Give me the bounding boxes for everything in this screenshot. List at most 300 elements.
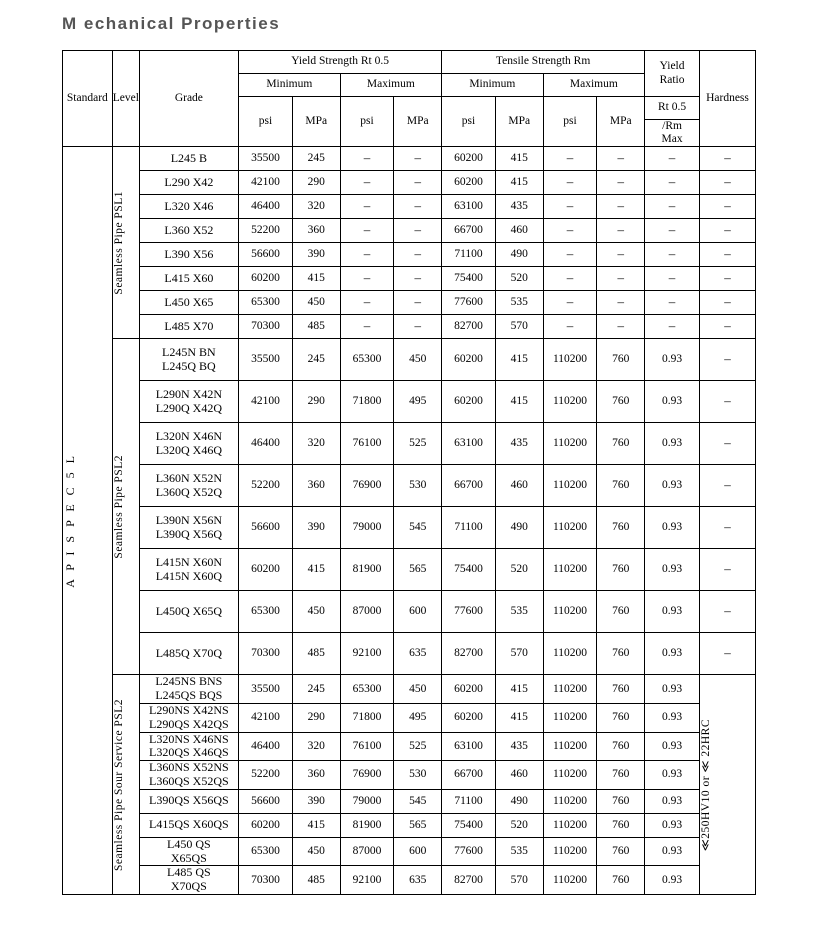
cell-ys-min-mpa: 360 xyxy=(292,219,340,243)
cell-yield-ratio: 0.93 xyxy=(645,465,700,507)
header-yield-strength: Yield Strength Rt 0.5 xyxy=(239,51,442,74)
cell-yield-ratio: 0.93 xyxy=(645,704,700,733)
cell-ys-min-psi: 70300 xyxy=(239,633,293,675)
cell-ts-max-mpa: – xyxy=(597,267,645,291)
standard-cell xyxy=(63,147,113,895)
cell-ts-min-mpa: 570 xyxy=(495,866,543,895)
cell-ts-max-psi: – xyxy=(543,219,597,243)
grade-cell xyxy=(139,339,238,381)
cell-yield-ratio: 0.93 xyxy=(645,633,700,675)
cell-ts-max-psi: 110200 xyxy=(543,465,597,507)
cell-ts-max-mpa: 760 xyxy=(597,761,645,790)
cell-ys-min-mpa: 390 xyxy=(292,243,340,267)
cell-ts-min-mpa: 570 xyxy=(495,633,543,675)
cell-yield-ratio: – xyxy=(645,291,700,315)
grade-line-2: L390Q X56Q xyxy=(155,526,223,541)
cell-ts-min-psi: 63100 xyxy=(442,423,496,465)
cell-yield-ratio: 0.93 xyxy=(645,507,700,549)
header-row-1 xyxy=(63,51,756,74)
grade-line-1: L290NS X42NS xyxy=(149,703,229,718)
grade-line-2: L290QS X42QS xyxy=(149,716,229,731)
hardness-cell: – xyxy=(699,549,755,591)
cell-ts-max-mpa: 760 xyxy=(597,381,645,423)
cell-ts-max-psi: – xyxy=(543,291,597,315)
cell-ys-max-psi: 87000 xyxy=(340,837,394,866)
cell-ys-min-mpa: 485 xyxy=(292,633,340,675)
hardness-cell: – xyxy=(699,381,755,423)
cell-ys-max-mpa: – xyxy=(394,315,442,339)
grade-cell xyxy=(139,423,238,465)
cell-ys-min-psi: 70300 xyxy=(239,315,293,339)
grade-cell xyxy=(139,549,238,591)
cell-ys-min-mpa: 320 xyxy=(292,195,340,219)
cell-ys-max-psi: 81900 xyxy=(340,813,394,837)
cell-ts-min-psi: 77600 xyxy=(442,291,496,315)
grade-line-1: L485Q X70Q xyxy=(155,646,223,661)
cell-ts-max-mpa: 760 xyxy=(597,866,645,895)
cell-yield-ratio: – xyxy=(645,315,700,339)
table-row xyxy=(63,813,756,837)
cell-ys-max-psi: – xyxy=(340,147,394,171)
grade-cell: L360 X52 xyxy=(139,219,238,243)
cell-ys-max-psi: 65300 xyxy=(340,339,394,381)
cell-ys-max-psi: – xyxy=(340,171,394,195)
table-row xyxy=(63,761,756,790)
cell-yield-ratio: 0.93 xyxy=(645,381,700,423)
cell-ts-min-psi: 66700 xyxy=(442,761,496,790)
table-row xyxy=(63,315,756,339)
grade-cell xyxy=(139,732,238,761)
cell-ts-max-psi: 110200 xyxy=(543,813,597,837)
cell-ys-min-mpa: 290 xyxy=(292,704,340,733)
cell-ys-min-psi: 42100 xyxy=(239,381,293,423)
header-level: Level xyxy=(112,51,139,147)
cell-ys-min-psi: 46400 xyxy=(239,732,293,761)
cell-ys-max-mpa: – xyxy=(394,171,442,195)
grade-cell xyxy=(139,813,238,837)
cell-ys-min-mpa: 450 xyxy=(292,837,340,866)
level-cell xyxy=(112,147,139,339)
cell-yield-ratio: – xyxy=(645,147,700,171)
grade-cell xyxy=(139,675,238,704)
grade-cell xyxy=(139,507,238,549)
cell-ys-min-mpa: 415 xyxy=(292,267,340,291)
standard-label: A P I S P E C 5 L xyxy=(63,453,77,589)
grade-cell: L390 X56 xyxy=(139,243,238,267)
cell-yield-ratio: 0.93 xyxy=(645,837,700,866)
cell-ts-min-psi: 71100 xyxy=(442,789,496,813)
cell-ts-max-psi: – xyxy=(543,195,597,219)
cell-ts-min-mpa: 415 xyxy=(495,171,543,195)
cell-ys-min-psi: 56600 xyxy=(239,243,293,267)
cell-ts-max-psi: – xyxy=(543,171,597,195)
cell-ts-min-psi: 63100 xyxy=(442,732,496,761)
table-row xyxy=(63,243,756,267)
grade-line-1: L245N BN xyxy=(162,345,216,360)
hardness-cell: – xyxy=(699,267,755,291)
header-yield-ratio xyxy=(645,51,700,97)
cell-ys-max-psi: 79000 xyxy=(340,789,394,813)
cell-ys-max-psi: 76100 xyxy=(340,732,394,761)
header-ts-max-psi: psi xyxy=(543,97,597,147)
cell-yield-ratio: 0.93 xyxy=(645,866,700,895)
header-ts-min-psi: psi xyxy=(442,97,496,147)
table-row xyxy=(63,423,756,465)
grade-cell xyxy=(139,761,238,790)
grade-line-2: X70QS xyxy=(170,879,207,894)
cell-ys-max-mpa: – xyxy=(394,147,442,171)
level-cell xyxy=(112,339,139,675)
cell-ys-min-mpa: 245 xyxy=(292,339,340,381)
cell-ys-max-mpa: 600 xyxy=(394,837,442,866)
cell-ys-min-psi: 42100 xyxy=(239,171,293,195)
grade-line-1: L320N X46N xyxy=(155,429,223,444)
cell-ys-max-mpa: 545 xyxy=(394,507,442,549)
cell-ys-min-psi: 56600 xyxy=(239,507,293,549)
yield-ratio-line-1: Yield xyxy=(659,60,685,73)
yield-ratio-line-5: Max xyxy=(661,133,683,146)
cell-yield-ratio: 0.93 xyxy=(645,732,700,761)
cell-ts-max-mpa: 760 xyxy=(597,704,645,733)
cell-ts-max-mpa: 760 xyxy=(597,549,645,591)
cell-ys-max-mpa: 635 xyxy=(394,866,442,895)
cell-ys-max-mpa: 545 xyxy=(394,789,442,813)
cell-ts-max-mpa: – xyxy=(597,315,645,339)
grade-line-2: L360QS X52QS xyxy=(149,774,229,789)
cell-ys-max-mpa: 495 xyxy=(394,381,442,423)
cell-ys-min-psi: 35500 xyxy=(239,147,293,171)
cell-ys-max-psi: – xyxy=(340,291,394,315)
cell-ts-max-psi: 110200 xyxy=(543,591,597,633)
table-row xyxy=(63,675,756,704)
cell-ts-min-psi: 60200 xyxy=(442,675,496,704)
cell-ys-max-psi: – xyxy=(340,315,394,339)
cell-ts-max-psi: 110200 xyxy=(543,633,597,675)
cell-ts-min-psi: 77600 xyxy=(442,837,496,866)
cell-yield-ratio: 0.93 xyxy=(645,675,700,704)
header-ys-max-psi: psi xyxy=(340,97,394,147)
cell-ts-min-psi: 82700 xyxy=(442,866,496,895)
grade-cell: L450 X65 xyxy=(139,291,238,315)
cell-ys-max-mpa: – xyxy=(394,291,442,315)
cell-yield-ratio: – xyxy=(645,171,700,195)
cell-ys-max-mpa: – xyxy=(394,267,442,291)
grade-line-1: L415QS X60QS xyxy=(149,817,229,832)
cell-ts-max-mpa: – xyxy=(597,195,645,219)
cell-yield-ratio: – xyxy=(645,219,700,243)
header-hardness: Hardness xyxy=(699,51,755,147)
level-label: Seamless Pipe PSL1 xyxy=(112,191,125,295)
cell-ys-min-mpa: 360 xyxy=(292,465,340,507)
cell-ys-max-psi: – xyxy=(340,243,394,267)
cell-ys-max-psi: 76900 xyxy=(340,761,394,790)
cell-ts-max-psi: – xyxy=(543,243,597,267)
grade-cell: L485 X70 xyxy=(139,315,238,339)
hardness-cell: – xyxy=(699,195,755,219)
cell-ts-max-psi: 110200 xyxy=(543,549,597,591)
grade-line-2: L360Q X52Q xyxy=(155,484,223,499)
cell-ys-min-mpa: 320 xyxy=(292,732,340,761)
cell-ys-max-mpa: 600 xyxy=(394,591,442,633)
grade-cell: L415 X60 xyxy=(139,267,238,291)
cell-ys-max-psi: 87000 xyxy=(340,591,394,633)
cell-ys-min-psi: 56600 xyxy=(239,789,293,813)
cell-ys-max-mpa: 635 xyxy=(394,633,442,675)
grade-line-2: L320Q X46Q xyxy=(155,442,223,457)
cell-ys-min-mpa: 390 xyxy=(292,507,340,549)
cell-ts-min-mpa: 415 xyxy=(495,339,543,381)
cell-ys-min-mpa: 245 xyxy=(292,675,340,704)
table-row xyxy=(63,732,756,761)
cell-ys-max-psi: 76100 xyxy=(340,423,394,465)
cell-ts-min-psi: 60200 xyxy=(442,339,496,381)
cell-ys-max-mpa: – xyxy=(394,219,442,243)
cell-ys-min-mpa: 485 xyxy=(292,866,340,895)
grade-cell xyxy=(139,704,238,733)
cell-ts-min-psi: 71100 xyxy=(442,243,496,267)
grade-cell xyxy=(139,866,238,895)
level-label: Seamless Pipe Sour Service PSL2 xyxy=(112,698,125,871)
cell-yield-ratio: 0.93 xyxy=(645,423,700,465)
cell-ys-min-psi: 65300 xyxy=(239,291,293,315)
cell-ys-max-psi: 81900 xyxy=(340,549,394,591)
cell-ts-min-mpa: 490 xyxy=(495,507,543,549)
header-yield-ratio-rm-max xyxy=(645,120,700,147)
table-body xyxy=(63,147,756,895)
cell-ys-min-mpa: 415 xyxy=(292,813,340,837)
cell-ys-max-psi: 71800 xyxy=(340,381,394,423)
hardness-cell: – xyxy=(699,315,755,339)
header-ys-minimum: Minimum xyxy=(239,74,341,97)
cell-ts-max-psi: 110200 xyxy=(543,704,597,733)
cell-ts-min-psi: 60200 xyxy=(442,147,496,171)
cell-ts-min-mpa: 520 xyxy=(495,267,543,291)
grade-line-1: L450Q X65Q xyxy=(155,604,223,619)
cell-ts-max-psi: 110200 xyxy=(543,381,597,423)
cell-ts-min-psi: 77600 xyxy=(442,591,496,633)
cell-ts-min-mpa: 535 xyxy=(495,591,543,633)
cell-ys-max-mpa: 530 xyxy=(394,465,442,507)
cell-ys-max-mpa: 525 xyxy=(394,423,442,465)
grade-cell xyxy=(139,633,238,675)
cell-ts-min-psi: 60200 xyxy=(442,381,496,423)
hardness-cell: – xyxy=(699,633,755,675)
grade-line-1: L290N X42N xyxy=(155,387,223,402)
cell-ys-min-mpa: 290 xyxy=(292,381,340,423)
cell-ys-min-mpa: 450 xyxy=(292,591,340,633)
cell-ys-min-psi: 52200 xyxy=(239,219,293,243)
cell-ys-max-psi: 76900 xyxy=(340,465,394,507)
cell-ts-max-mpa: 760 xyxy=(597,423,645,465)
grade-cell xyxy=(139,591,238,633)
cell-ys-min-psi: 42100 xyxy=(239,704,293,733)
header-tensile-strength: Tensile Strength Rm xyxy=(442,51,645,74)
cell-ys-min-psi: 35500 xyxy=(239,675,293,704)
cell-ts-max-mpa: – xyxy=(597,219,645,243)
cell-ts-min-mpa: 415 xyxy=(495,704,543,733)
cell-ts-min-psi: 60200 xyxy=(442,704,496,733)
table-row xyxy=(63,171,756,195)
cell-ys-min-psi: 52200 xyxy=(239,465,293,507)
cell-ts-max-mpa: 760 xyxy=(597,339,645,381)
cell-ys-min-psi: 60200 xyxy=(239,813,293,837)
cell-ts-max-mpa: 760 xyxy=(597,732,645,761)
cell-ys-max-psi: 92100 xyxy=(340,866,394,895)
cell-ts-max-psi: 110200 xyxy=(543,789,597,813)
table-row xyxy=(63,267,756,291)
table-row xyxy=(63,339,756,381)
level-label: Seamless Pipe PSL2 xyxy=(112,455,125,559)
cell-ts-min-psi: 63100 xyxy=(442,195,496,219)
grade-cell: L290 X42 xyxy=(139,171,238,195)
grade-line-1: L415N X60N xyxy=(155,555,223,570)
cell-ts-min-psi: 82700 xyxy=(442,315,496,339)
cell-ts-min-mpa: 435 xyxy=(495,423,543,465)
header-ys-maximum: Maximum xyxy=(340,74,442,97)
hardness-cell: – xyxy=(699,291,755,315)
cell-ts-max-mpa: 760 xyxy=(597,789,645,813)
grade-line-2: L290Q X42Q xyxy=(155,400,223,415)
cell-ts-min-mpa: 570 xyxy=(495,315,543,339)
cell-ys-min-psi: 60200 xyxy=(239,549,293,591)
cell-ts-min-psi: 75400 xyxy=(442,549,496,591)
grade-line-1: L485 QS xyxy=(167,865,211,880)
cell-ys-min-mpa: 320 xyxy=(292,423,340,465)
cell-ts-min-psi: 75400 xyxy=(442,267,496,291)
grade-line-2: L415N X60Q xyxy=(155,568,223,583)
cell-ys-max-mpa: 525 xyxy=(394,732,442,761)
table-row xyxy=(63,866,756,895)
cell-ts-max-mpa: 760 xyxy=(597,591,645,633)
cell-ts-max-psi: – xyxy=(543,315,597,339)
cell-ts-min-mpa: 535 xyxy=(495,291,543,315)
cell-ys-min-psi: 46400 xyxy=(239,423,293,465)
header-ts-minimum: Minimum xyxy=(442,74,544,97)
cell-ts-min-mpa: 415 xyxy=(495,381,543,423)
cell-ts-min-psi: 66700 xyxy=(442,465,496,507)
cell-ts-min-mpa: 460 xyxy=(495,219,543,243)
table-row xyxy=(63,837,756,866)
hardness-cell: – xyxy=(699,591,755,633)
hardness-cell: – xyxy=(699,243,755,267)
cell-ys-min-psi: 70300 xyxy=(239,866,293,895)
cell-ts-min-mpa: 520 xyxy=(495,813,543,837)
yield-ratio-line-4: /Rm xyxy=(662,120,682,132)
cell-ys-max-mpa: 530 xyxy=(394,761,442,790)
cell-yield-ratio: 0.93 xyxy=(645,591,700,633)
cell-ys-max-psi: – xyxy=(340,267,394,291)
cell-ys-max-psi: 79000 xyxy=(340,507,394,549)
header-standard: Standard xyxy=(63,51,113,147)
cell-ys-min-mpa: 390 xyxy=(292,789,340,813)
cell-yield-ratio: 0.93 xyxy=(645,813,700,837)
grade-line-1: L245NS BNS xyxy=(155,674,223,689)
cell-ys-max-psi: 71800 xyxy=(340,704,394,733)
grade-cell xyxy=(139,789,238,813)
cell-ys-min-mpa: 290 xyxy=(292,171,340,195)
cell-ts-min-mpa: 490 xyxy=(495,789,543,813)
cell-ys-max-psi: 92100 xyxy=(340,633,394,675)
cell-ts-max-mpa: 760 xyxy=(597,633,645,675)
grade-line-2: L320QS X46QS xyxy=(149,745,229,760)
table-row xyxy=(63,704,756,733)
hardness-cell: – xyxy=(699,339,755,381)
cell-ts-max-psi: 110200 xyxy=(543,507,597,549)
cell-ts-max-mpa: – xyxy=(597,147,645,171)
cell-yield-ratio: – xyxy=(645,243,700,267)
hardness-cell: – xyxy=(699,507,755,549)
table-row xyxy=(63,789,756,813)
cell-ts-min-mpa: 460 xyxy=(495,761,543,790)
cell-ys-max-mpa: 450 xyxy=(394,675,442,704)
grade-line-1: L390QS X56QS xyxy=(149,793,229,808)
table-row xyxy=(63,219,756,243)
cell-ts-max-mpa: 760 xyxy=(597,813,645,837)
header-ts-maximum: Maximum xyxy=(543,74,645,97)
cell-ts-max-psi: 110200 xyxy=(543,675,597,704)
cell-ts-min-mpa: 415 xyxy=(495,147,543,171)
hardness-cell xyxy=(699,675,755,895)
grade-cell: L320 X46 xyxy=(139,195,238,219)
cell-ts-min-psi: 75400 xyxy=(442,813,496,837)
header-ys-min-psi: psi xyxy=(239,97,293,147)
cell-ys-min-mpa: 450 xyxy=(292,291,340,315)
grade-cell xyxy=(139,837,238,866)
grade-cell: L245 B xyxy=(139,147,238,171)
header-ys-max-mpa: MPa xyxy=(394,97,442,147)
hardness-cell: – xyxy=(699,465,755,507)
grade-line-1: L390N X56N xyxy=(155,513,223,528)
cell-ys-min-psi: 65300 xyxy=(239,837,293,866)
cell-ys-min-psi: 60200 xyxy=(239,267,293,291)
cell-ys-min-mpa: 485 xyxy=(292,315,340,339)
cell-yield-ratio: 0.93 xyxy=(645,339,700,381)
hardness-cell: – xyxy=(699,423,755,465)
cell-ts-min-mpa: 535 xyxy=(495,837,543,866)
hardness-cell: – xyxy=(699,171,755,195)
grade-line-1: L450 QS xyxy=(167,836,211,851)
grade-line-2: L245Q BQ xyxy=(162,358,216,373)
hardness-label: ≪250HV10 or ≪ 22HRC xyxy=(699,718,712,851)
table-row xyxy=(63,549,756,591)
cell-ts-max-psi: 110200 xyxy=(543,423,597,465)
cell-yield-ratio: 0.93 xyxy=(645,761,700,790)
header-yield-ratio-rt: Rt 0.5 xyxy=(645,97,700,120)
cell-ys-max-mpa: 565 xyxy=(394,813,442,837)
cell-ts-min-mpa: 460 xyxy=(495,465,543,507)
cell-ts-min-psi: 60200 xyxy=(442,171,496,195)
cell-ts-max-mpa: 760 xyxy=(597,507,645,549)
table-row xyxy=(63,507,756,549)
cell-ts-max-psi: 110200 xyxy=(543,866,597,895)
cell-ys-max-psi: – xyxy=(340,195,394,219)
yield-ratio-line-2: Ratio xyxy=(659,73,685,86)
cell-ys-max-mpa: 565 xyxy=(394,549,442,591)
cell-ts-min-mpa: 520 xyxy=(495,549,543,591)
cell-ts-max-mpa: 760 xyxy=(597,837,645,866)
table-row xyxy=(63,195,756,219)
table-row xyxy=(63,147,756,171)
cell-ys-max-psi: 65300 xyxy=(340,675,394,704)
cell-yield-ratio: – xyxy=(645,195,700,219)
grade-line-2: L245QS BQS xyxy=(155,688,223,703)
cell-ts-max-psi: 110200 xyxy=(543,732,597,761)
cell-ts-max-mpa: 760 xyxy=(597,465,645,507)
cell-ys-min-mpa: 360 xyxy=(292,761,340,790)
cell-ys-max-psi: – xyxy=(340,219,394,243)
page-title: M echanical Properties xyxy=(62,14,281,33)
level-cell xyxy=(112,675,139,895)
